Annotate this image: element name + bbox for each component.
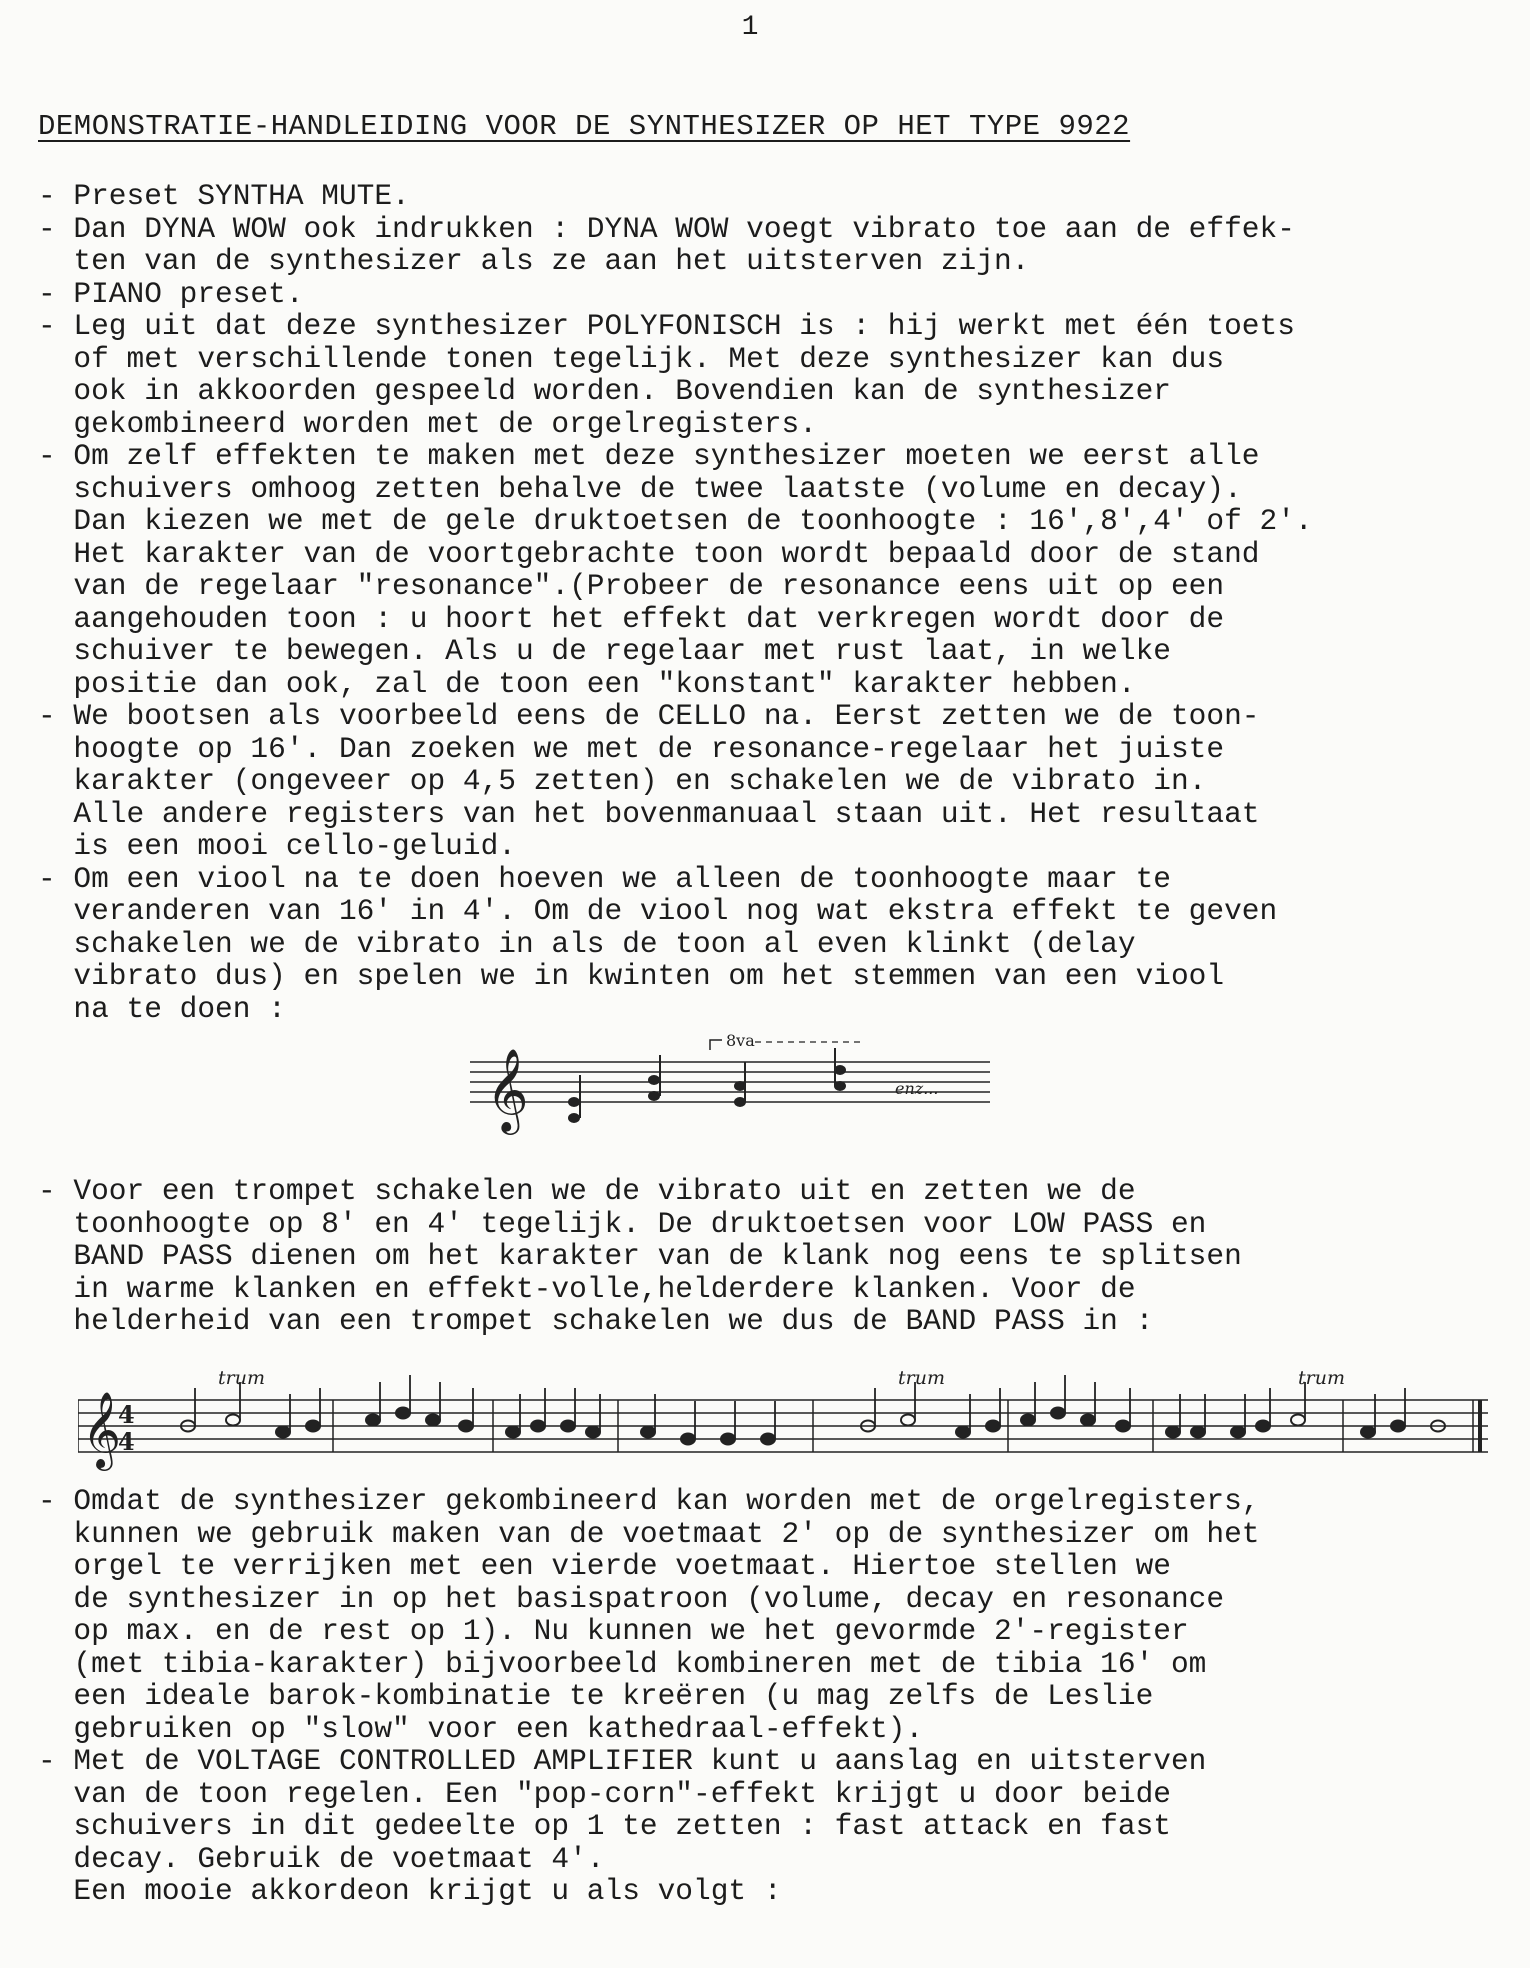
text-line: - PIANO preset. [38,276,304,311]
note-head [1256,1421,1270,1432]
note-head [506,1427,520,1438]
note-head [1191,1427,1205,1438]
note-head [956,1427,970,1438]
note-head [276,1427,290,1438]
text-line: veranderen van 16' in 4'. Om de viool nog wat ekstra effekt te geven [38,894,1278,928]
text-line: ook in akkoorden gespeeld worden. Bovendien kan de synthesizer [38,374,1171,408]
text-line: schuiver te bewegen. Als u de regelaar met rust laat, in welke [38,634,1171,668]
note-head [1166,1427,1180,1438]
text-line: - Om een viool na te doen hoeven we alleen de toonhoogte maar te [38,861,1171,896]
text-line: na te doen : [38,991,286,1026]
note-head [1051,1408,1065,1419]
note-head [1391,1421,1405,1432]
text-block-1 [38,180,1313,1025]
text-line: - Preset SYNTHA MUTE. [38,179,410,213]
text-line: karakter (ongeveer op 4,5 zetten) en schakelen we de vibrato in. [38,764,1207,798]
note-head [561,1421,575,1432]
note-head [761,1434,775,1445]
trill-mark: trum [218,1367,265,1389]
text-line: aangehouden toon : u hoort het effekt dat verkregen wordt door de [38,601,1225,636]
text-line: - Omdat de synthesizer gekombineerd kan worden met de orgelregisters, [38,1484,1260,1518]
text-line: helderheid van een trompet schakelen we dus de BAND PASS in : [38,1304,1154,1338]
page-number: 1 [741,12,759,43]
score-annotation: enz... [895,1079,939,1098]
time-signature-top: 4 [118,1400,135,1429]
note-head [426,1415,440,1426]
text-line: schuivers omhoog zetten behalve de twee laatste (volume en decay). [38,471,1242,506]
note-head [396,1408,410,1419]
note-head [459,1421,473,1432]
text-line: Dan kiezen we met de gele druktoetsen de toonhoogte : 16',8',4' of 2'. [38,504,1313,538]
note-head [641,1427,655,1438]
text-line: is een mooi cello-geluid. [38,829,516,863]
note-head [1021,1415,1035,1426]
text-line: Het karakter van de voortgebrachte toon wordt bepaald door de stand [38,536,1260,571]
text-block-2 [38,1175,1242,1338]
text-line: schuivers in dit gedeelte op 1 te zetten : fast attack en fast [38,1809,1171,1843]
note-head [1081,1415,1095,1426]
text-line: hoogte op 16'. Dan zoeken we met de resonance-regelaar het juiste [38,731,1225,766]
note-head [1116,1421,1130,1432]
time-signature-bottom: 4 [118,1427,135,1456]
note-head [721,1434,735,1445]
treble-clef-icon: 𝄞 [486,1047,529,1131]
note-head [1291,1415,1305,1426]
text-line: vibrato dus) en spelen we in kwinten om het stemmen van een viool [38,959,1225,993]
text-line: gebruiken op "slow" voor een kathedraal-effekt). [38,1711,924,1746]
violin-chords [568,1048,846,1123]
text-line: - Met de VOLTAGE CONTROLLED AMPLIFIER kunt u aanslag en uitsterven [38,1744,1207,1778]
text-line: BAND PASS dienen om het karakter van de klank nog eens te splitsen [38,1239,1242,1273]
text-line: van de toon regelen. Een "pop-corn"-effekt krijgt u door beide [38,1776,1171,1811]
text-line: de synthesizer in op het basispatroon (volume, decay en resonance [38,1581,1225,1616]
note-head [226,1415,240,1426]
text-line: - Voor een trompet schakelen we de vibrato uit en zetten we de [38,1174,1136,1208]
note-head [531,1421,545,1432]
text-line: kunnen we gebruik maken van de voetmaat 2' op de synthesizer om het [38,1516,1260,1551]
note-head [366,1415,380,1426]
text-line: - We bootsen als voorbeeld eens de CELLO na. Eerst zetten we de toon- [38,699,1260,733]
text-line: orgel te verrijken met een vierde voetmaat. Hiertoe stellen we [38,1549,1171,1583]
text-block-3 [38,1485,1260,1908]
text-line: in warme klanken en effekt-volle,helderdere klanken. Voor de [38,1271,1136,1306]
note-head [901,1415,915,1426]
music-score-trumpet [78,1352,1488,1482]
note-head [306,1421,320,1432]
treble-clef-icon: 𝄞 [82,1391,122,1468]
text-line: ten van de synthesizer als ze aan het uitsterven zijn. [38,244,1030,278]
text-line: - Leg uit dat deze synthesizer POLYFONISCH is : hij werkt met één toets [38,309,1295,343]
text-line: een ideale barok-kombinatie te kreëren (u mag zelfs de Leslie [38,1679,1154,1713]
text-line: op max. en de rest op 1). Nu kunnen we het gevormde 2'-register [38,1614,1189,1648]
text-line: Een mooie akkordeon krijgt u als volgt : [38,1874,782,1908]
text-line: gekombineerd worden met de orgelregisters. [38,406,817,441]
trill-mark: trum [1298,1367,1345,1389]
text-line: of met verschillende tonen tegelijk. Met deze synthesizer kan dus [38,341,1225,376]
note-head [586,1427,600,1438]
note-head [681,1434,695,1445]
text-line: schakelen we de vibrato in als de toon al even klinkt (delay [38,926,1136,961]
text-line: van de regelaar "resonance".(Probeer de resonance eens uit op een [38,569,1225,603]
document-title: DEMONSTRATIE-HANDLEIDING VOOR DE SYNTHESIZER OP HET TYPE 9922 [38,110,1131,143]
note-head [1231,1427,1245,1438]
note-head [1361,1427,1375,1438]
text-line: - Dan DYNA WOW ook indrukken : DYNA WOW voegt vibrato toe aan de effek- [38,211,1295,246]
note-head [986,1421,1000,1432]
text-line: Alle andere registers van het bovenmanuaal staan uit. Het resultaat [38,796,1260,831]
text-line: (met tibia-karakter) bijvoorbeeld kombineren met de tibia 16' om [38,1646,1207,1681]
text-line: decay. Gebruik de voetmaat 4'. [38,1841,605,1876]
music-score-violin [470,1030,990,1150]
octave-mark: 8va [726,1031,755,1050]
trill-mark: trum [898,1367,945,1389]
text-line: - Om zelf effekten te maken met deze synthesizer moeten we eerst alle [38,439,1260,473]
text-line: toonhoogte op 8' en 4' tegelijk. De druktoetsen voor LOW PASS en [38,1206,1207,1241]
text-line: positie dan ook, zal de toon een "konstant" karakter hebben. [38,666,1136,701]
